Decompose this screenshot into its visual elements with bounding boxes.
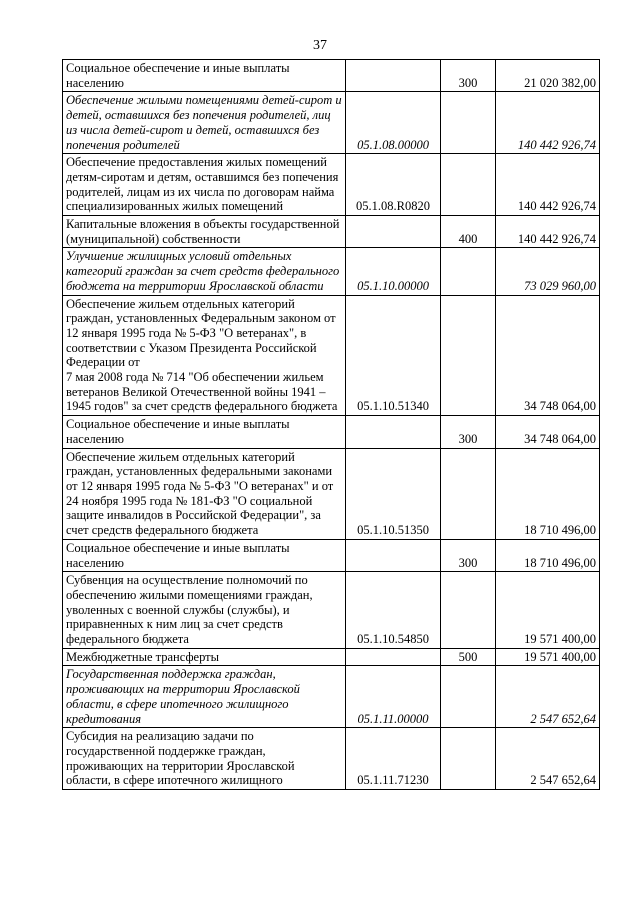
row-type-cell: 300 bbox=[441, 60, 496, 92]
row-name-cell: Обеспечение жилыми помещениями детей-сирот и детей, оставшихся без попечения родителей, лиц из числа детей-сирот и детей, оставшихся без попечения родителей bbox=[63, 92, 346, 154]
table-row bbox=[63, 728, 600, 790]
table-row bbox=[63, 648, 600, 666]
row-code-cell bbox=[346, 648, 441, 666]
row-type-cell: 300 bbox=[441, 539, 496, 571]
row-type-cell: 400 bbox=[441, 216, 496, 248]
row-code-cell: 05.1.08.R0820 bbox=[346, 154, 441, 216]
row-code-cell bbox=[346, 539, 441, 571]
row-sum-cell: 2 547 652,64 bbox=[496, 666, 600, 728]
budget-table bbox=[62, 59, 600, 790]
row-type-cell bbox=[441, 154, 496, 216]
table-row bbox=[63, 248, 600, 295]
row-type-cell: 500 bbox=[441, 648, 496, 666]
row-type-cell bbox=[441, 295, 496, 416]
row-name-cell: Государственная поддержка граждан, проживающих на территории Ярославской области, в сфере ипотечного жилищного кредитования bbox=[63, 666, 346, 728]
row-name-cell: Социальное обеспечение и иные выплаты населению bbox=[63, 60, 346, 92]
row-name-cell: Капитальные вложения в объекты государственной (муниципальной) собственности bbox=[63, 216, 346, 248]
row-name-cell: Обеспечение жильем отдельных категорий граждан, установленных Федеральным законом от 12 января 1995 года № 5-ФЗ "О ветеранах", в соответствии с Указом Президента Российской Федерации от 7 мая 2008 года № 714 "Об обеспечении жильем ветеранов Великой Отечественной войны 1941 – 1945 годов" за счет средств федерального бюджета bbox=[63, 295, 346, 416]
row-code-cell bbox=[346, 216, 441, 248]
table-row bbox=[63, 154, 600, 216]
row-type-cell bbox=[441, 572, 496, 649]
row-sum-cell: 2 547 652,64 bbox=[496, 728, 600, 790]
row-code-cell: 05.1.11.71230 bbox=[346, 728, 441, 790]
table-row bbox=[63, 416, 600, 448]
table-row bbox=[63, 60, 600, 92]
row-name-cell: Межбюджетные трансферты bbox=[63, 648, 346, 666]
row-sum-cell: 19 571 400,00 bbox=[496, 648, 600, 666]
row-type-cell bbox=[441, 728, 496, 790]
row-sum-cell: 34 748 064,00 bbox=[496, 295, 600, 416]
page-number: 37 bbox=[313, 38, 327, 53]
table-row bbox=[63, 666, 600, 728]
table-row bbox=[63, 572, 600, 649]
row-sum-cell: 73 029 960,00 bbox=[496, 248, 600, 295]
row-name-cell: Социальное обеспечение и иные выплаты населению bbox=[63, 539, 346, 571]
row-type-cell bbox=[441, 666, 496, 728]
row-type-cell bbox=[441, 448, 496, 539]
row-sum-cell: 140 442 926,74 bbox=[496, 92, 600, 154]
row-code-cell bbox=[346, 60, 441, 92]
row-name-cell: Обеспечение жильем отдельных категорий граждан, установленных федеральными законами от 12 января 1995 года № 5-ФЗ "О ветеранах" и от 24 ноября 1995 года № 181-ФЗ "О социальной защите инвалидов в Российской Федерации", за счет средств федерального бюджета bbox=[63, 448, 346, 539]
row-sum-cell: 140 442 926,74 bbox=[496, 216, 600, 248]
row-type-cell bbox=[441, 92, 496, 154]
table-row bbox=[63, 539, 600, 571]
row-type-cell bbox=[441, 248, 496, 295]
row-sum-cell: 21 020 382,00 bbox=[496, 60, 600, 92]
row-name-cell: Улучшение жилищных условий отдельных категорий граждан за счет средств федерального бюджета на территории Ярославской области bbox=[63, 248, 346, 295]
table-row bbox=[63, 216, 600, 248]
row-name-cell: Субсидия на реализацию задачи по государственной поддержке граждан, проживающих на территории Ярославской области, в сфере ипотечного жилищного bbox=[63, 728, 346, 790]
row-sum-cell: 34 748 064,00 bbox=[496, 416, 600, 448]
row-name-cell: Социальное обеспечение и иные выплаты населению bbox=[63, 416, 346, 448]
row-type-cell: 300 bbox=[441, 416, 496, 448]
row-sum-cell: 18 710 496,00 bbox=[496, 448, 600, 539]
row-code-cell bbox=[346, 416, 441, 448]
row-code-cell: 05.1.08.00000 bbox=[346, 92, 441, 154]
row-sum-cell: 19 571 400,00 bbox=[496, 572, 600, 649]
row-code-cell: 05.1.11.00000 bbox=[346, 666, 441, 728]
row-code-cell: 05.1.10.51340 bbox=[346, 295, 441, 416]
row-sum-cell: 18 710 496,00 bbox=[496, 539, 600, 571]
row-name-cell: Субвенция на осуществление полномочий по обеспечению жилыми помещениями граждан, уволенных с военной службы (службы), и приравненных к ним лиц за счет средств федерального бюджета bbox=[63, 572, 346, 649]
table-row bbox=[63, 92, 600, 154]
budget-table-body bbox=[63, 60, 600, 790]
row-name-cell: Обеспечение предоставления жилых помещений детям-сиротам и детям, оставшимся без попечения родителей, лицам из их числа по договорам найма специализированных жилых помещений bbox=[63, 154, 346, 216]
row-sum-cell: 140 442 926,74 bbox=[496, 154, 600, 216]
row-code-cell: 05.1.10.51350 bbox=[346, 448, 441, 539]
table-row bbox=[63, 448, 600, 539]
row-code-cell: 05.1.10.00000 bbox=[346, 248, 441, 295]
table-row bbox=[63, 295, 600, 416]
row-code-cell: 05.1.10.54850 bbox=[346, 572, 441, 649]
